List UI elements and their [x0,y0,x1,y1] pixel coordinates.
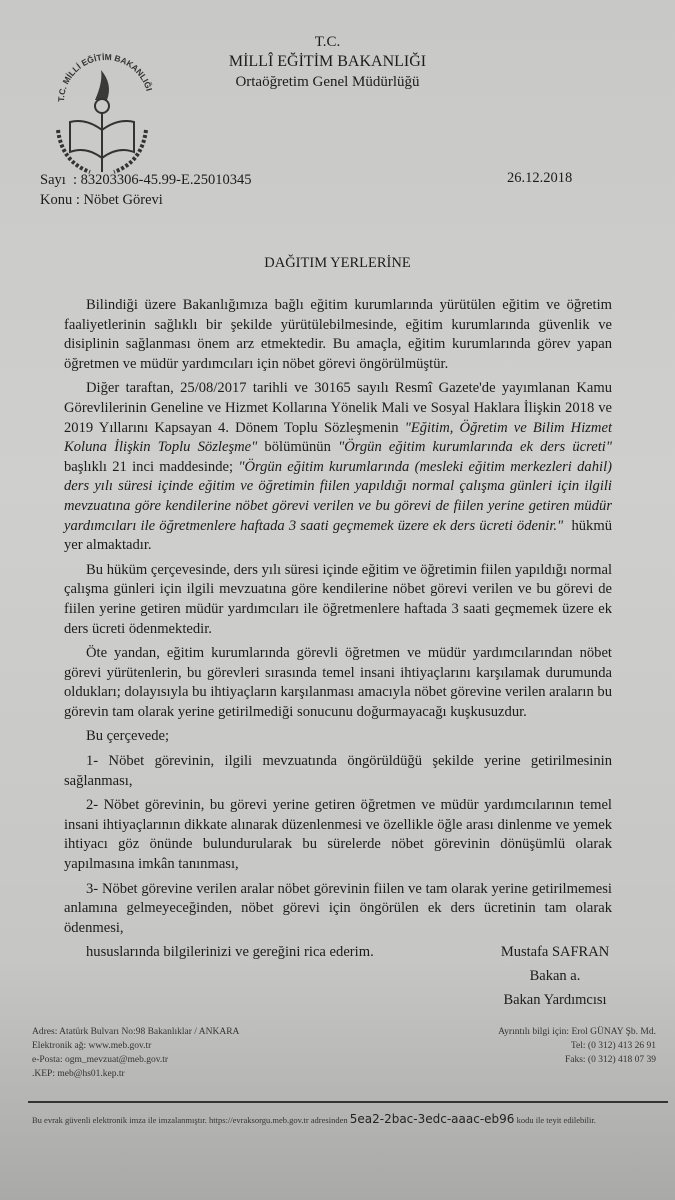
list-item: 2- Nöbet görevinin, bu görevi yerine getiren öğretmen ve müdür yardımcılarının temel insani ihtiyaçlarının dikkate alınarak düzenlenmesi ve özellikle öğle arası dinlenme ve yemek ihtiyacı göz önünde bulundurularak bu sürelerde nöbet görevinin dönüşümlü olarak yapılmasına imkân tanınması, [64,797,612,873]
list-item: 3- Nöbet görevine verilen aralar nöbet görevinin fiilen ve tam olarak yerine getirilmemesi anlamına gelmeyeceğinden, nöbet görevi için öngörülen ek ders ücretinin tam olarak ödenmesi, [64,880,612,936]
letterhead [0,32,675,92]
footer-contact [440,1025,656,1067]
signatory-name: Mustafa SAFRAN [500,944,610,960]
header-directorate: Ortaöğretim Genel Müdürlüğü [235,74,420,90]
header-tc: T.C. [314,34,341,50]
signature-block [480,940,630,1012]
fax: Faks: (0 312) 418 07 39 [564,1055,656,1065]
verification-code: 5ea2-2bac-3edc-aaac-eb96 [349,1112,515,1126]
signatory-title: Bakan a. [529,968,581,984]
kep: .KEP: meb@hs01.kep.tr [32,1069,125,1079]
reference-number: Sayı : 83203306-45.99-E.25010345 [40,172,252,188]
phone: Tel: (0 312) 413 26 91 [570,1041,656,1051]
paragraph: Bilindiği üzere Bakanlığımıza bağlı eğitim kurumlarında yürütülen eğitim ve öğretim faaliyetlerinin sağlıklı bir şekilde yürütülebilmesinde, eğitim kurumlarında güvenlik ve disiplinin sağlanması önem arz etmektedir. Bu amaçla, eğitim kurumlarında görev yapan öğretmen ve müdür yardımcıları için nöbet görevi öngörülmüştür. [64,297,612,372]
footer-address [32,1025,239,1081]
addressee-title: DAĞITIM YERLERİNE [264,255,411,271]
paragraph: Bu çerçevede; [86,728,170,745]
paragraph: Bu hüküm çerçevesinde, ders yılı süresi içinde eğitim ve öğretimin fiilen yapıldığı normal çalışma günleri için ilgili mevzuatına göre kendilerine nöbet görevi verilen ve bu görevi de fiilen yerine getiren müdür yardımcıları ile öğretmenlere haftada 3 saati geçmemek üzere ek ders ücreti ödenmektedir. [64,561,612,637]
closing: hususlarında bilgilerinizi ve gereğini rica ederim. [86,944,374,961]
svg-text:T.C. MİLLİ EĞİTİM BAKANLIĞI: T.C. MİLLİ EĞİTİM BAKANLIĞI [55,51,155,103]
paragraph: Öte yandan, eğitim kurumlarında görevli öğretmen ve müdür yardımcılarından nöbet görevi yürütenlerin, bu görevleri sırasında temel insani ihtiyaçlarını karşılamak durumunda oldukları; dolayısıyla bu ihtiyaçların karşılanması amacıyla nöbet görevine verilen araların bu görevin tam olarak yerine getirilmediği sonucunu doğurmayacağı kuşkusuzdur. [64,645,612,720]
subject: Konu : Nöbet Görevi [40,192,163,208]
website: Elektronik ağ: www.meb.gov.tr [32,1041,152,1051]
list-item: 1- Nöbet görevinin, ilgili mevzuatında öngörüldüğü şekilde yerine getirilmesinin sağlanması, [64,753,612,789]
email: e-Posta: ogm_mevzuat@meb.gov.tr [32,1055,169,1065]
letter-body [64,296,612,968]
document-date: 26.12.2018 [507,170,573,186]
paragraph: Diğer taraftan, 25/08/2017 tarihli ve 30165 sayılı Resmî Gazete'de yayımlanan Kamu Görevlilerinin Geneline ve Hizmet Kollarına Yönelik Mali ve Sosyal Haklara İlişkin 2018 ve 2019 Yıllarını Kapsayan 4. Dönem Toplu Sözleşmenin "Eğitim, Öğretim ve Bilim Hizmet Koluna İlişkin Toplu Sözleşme" bölümünün "Örgün eğitim kurumlarında ek ders ücreti" başlıklı 21 inci maddesinde; "Örgün eğitim kurumlarında (mesleki eğitim merkezleri dahil) ders yılı süresi içinde eğitim ve öğretimin fiilen yapıldığı normal çalışma günleri için ilgili mevzuatına göre kendilerine nöbet görevi verilen ve bu görevi de fiilen yerine getiren müdür yardımcıları ile öğretmenlere haftada 3 saati geçmemek üzere ek ders ücreti ödenir." hükmü yer almaktadır. [64,380,612,554]
e-signature-note: Bu evrak güvenli elektronik imza ile imzalanmıştır. https://evraksorgu.meb.gov.tr adresinden 5ea2-2bac-3edc-aaac-eb96 kodu ile teyit edilebilir. [32,1112,596,1126]
contact-person: Ayrıntılı bilgi için: Erol GÜNAY Şb. Md. [498,1027,656,1037]
signatory-position: Bakan Yardımcısı [503,992,607,1008]
header-ministry: MİLLÎ EĞİTİM BAKANLIĞI [228,53,427,70]
footer-divider [28,1101,668,1103]
reference-block [40,170,251,210]
address: Adres: Atatürk Bulvarı No:98 Bakanlıklar / ANKARA [32,1027,240,1037]
